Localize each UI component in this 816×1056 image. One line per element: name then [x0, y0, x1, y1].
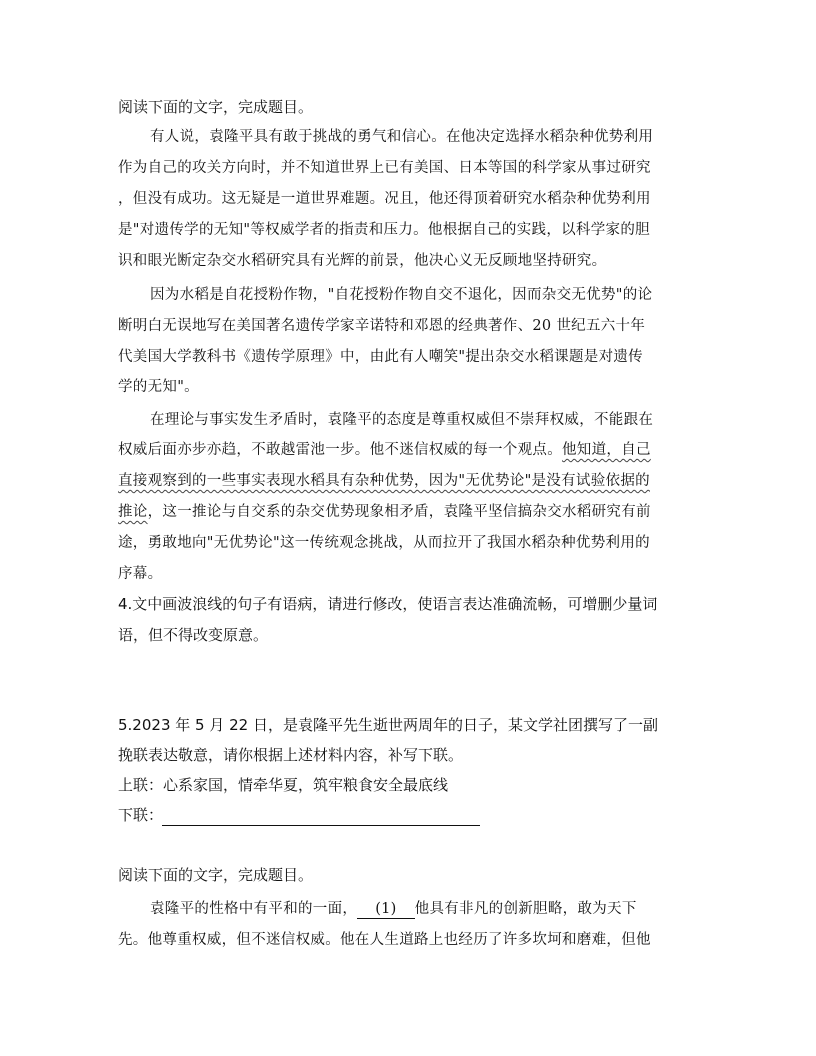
passage2-text: 他具有非凡的创新胆略，敢为天下: [414, 901, 637, 917]
passage2-line: 先。他尊重权威，但不迷信权威。他在人生道路上也经历了许多坎坷和磨难，但他: [118, 932, 651, 948]
question-4-text: 4.文中画波浪线的句子有语病，请进行修改，使语言表达准确流畅，可增删少量词: [118, 595, 658, 613]
passage1-line: ，但没有成功。这无疑是一道世界难题。况且，他还得顶着研究水稻杂种优势利用: [118, 191, 651, 207]
passage1-line: 是"对遗传学的无知"等权威学者的指责和压力。他根据自己的实践，以科学家的胆: [118, 222, 650, 238]
question-5-line: 挽联表达敬意，请你根据上述材料内容，补写下联。: [118, 746, 464, 764]
upper-couplet: 上联：心系家国，情牵华夏，筑牢粮食安全最底线: [118, 776, 449, 794]
question-5-line: 5.2023 年 5 月 22 日，是袁隆平先生逝世两周年的日子，某文学社团撰写了一副: [118, 716, 658, 734]
passage1-line: 作为自己的攻关方向时，并不知道世界上已有美国、日本等国的科学家从事过研究: [118, 160, 651, 176]
passage1-line: 代美国大学教科书《遗传学原理》中，由此有人嘲笑"提出杂交水稻课题是对遗传: [118, 349, 643, 365]
passage1-line: 因为水稻是自花授粉作物，"自花授粉作物自交不退化，因而杂交无优势"的论: [150, 287, 653, 303]
passage1-text: ，这一推论与自交系的杂交优势现象相矛盾，袁隆平坚信搞杂交水稻研究有前: [147, 504, 651, 520]
passage2-line: [150, 899, 637, 919]
passage1-text: 权威后面亦步亦趋，不敢越雷池一步。他不迷信权威的每一个观点。: [118, 442, 562, 458]
passage1-line: 断明白无误地写在美国著名遗传学家辛诺特和邓恩的经典著作、20 世纪五六十年: [118, 318, 646, 334]
lower-couplet-answer-line[interactable]: [162, 825, 480, 826]
passage1-line: 在理论与事实发生矛盾时，袁隆平的态度是尊重权威但不崇拜权威，不能跟在: [150, 412, 654, 428]
wavy-underlined-sentence: 推论: [118, 504, 148, 520]
wavy-underlined-sentence: 直接观察到的一些事实表现水稻具有杂种优势，因为"无优势论"是没有试验依据的: [118, 473, 650, 489]
passage1-line: 序幕。: [118, 566, 163, 582]
wavy-underlined-sentence: 他知道，自己: [562, 442, 651, 458]
passage1-line: [118, 502, 651, 522]
passage1-line: 学的无知"。: [118, 379, 199, 395]
lower-couplet-label: 下联：: [118, 806, 164, 824]
passage1-line: [118, 471, 650, 491]
question-4-line: 语，但不得改变原意。: [118, 626, 269, 644]
question-4-line: [118, 594, 657, 614]
blank-1[interactable]: (1): [357, 900, 414, 919]
passage1-line: 识和眼光断定杂交水稻研究具有光辉的前景，他决心义无反顾地坚持研究。: [118, 253, 607, 269]
passage2-text: 袁隆平的性格中有平和的一面，: [150, 901, 358, 917]
passage1-line: [118, 440, 651, 460]
passage1-line: 有人说，袁隆平具有敢于挑战的勇气和信心。在他决定选择水稻杂种优势利用: [150, 129, 654, 145]
passage1-line: 途，勇敢地向"无优势论"这一传统观念挑战，从而拉开了我国水稻杂种优势利用的: [118, 535, 650, 551]
passage1-intro: 阅读下面的文字，完成题目。: [118, 98, 314, 116]
passage2-intro: 阅读下面的文字，完成题目。: [118, 866, 314, 884]
